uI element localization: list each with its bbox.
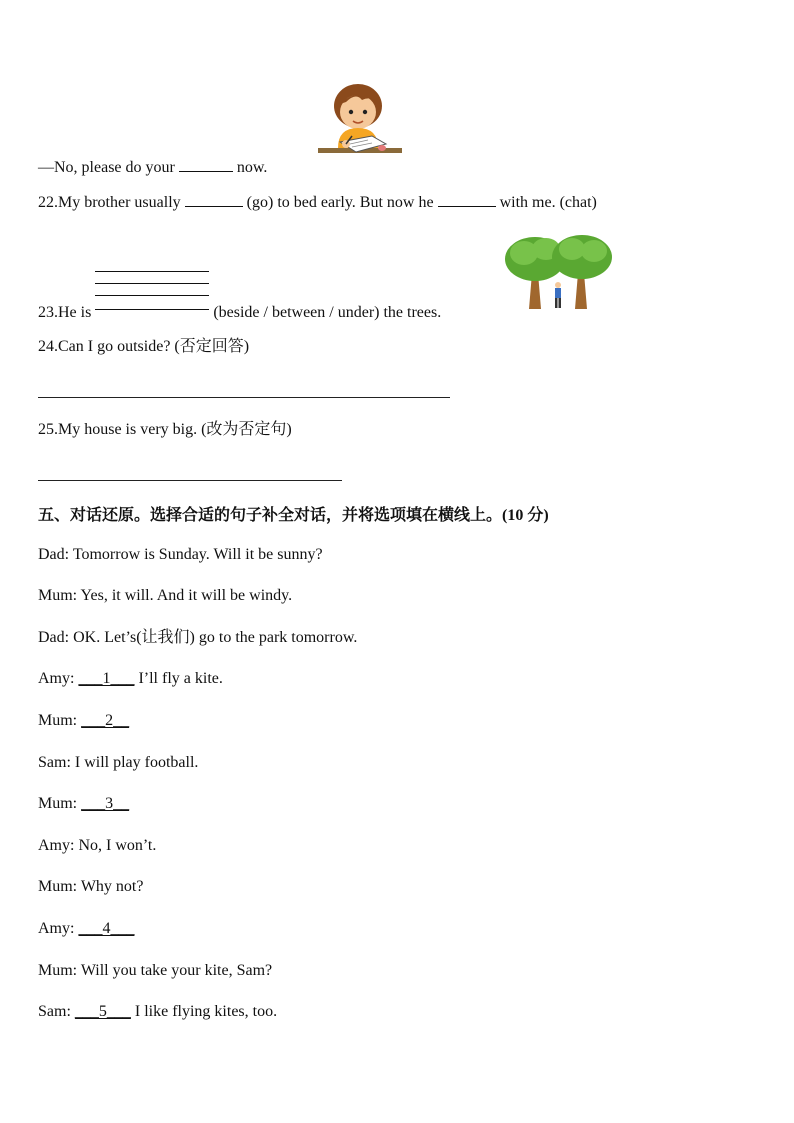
- answer-blank-3[interactable]: ___3__: [81, 795, 130, 812]
- dialogue-text: I’ll fly a kite.: [134, 670, 223, 687]
- q22-part1: My brother usually: [58, 194, 185, 211]
- q23-line-2: [95, 283, 209, 284]
- q21-text-after: now.: [232, 159, 268, 176]
- dialogue-line-9: [38, 877, 143, 897]
- dialogue-line-2: [38, 586, 292, 606]
- q22-blank-2[interactable]: [438, 191, 496, 207]
- q23-line-3: [95, 295, 209, 296]
- dialogue-text: No, I won’t.: [78, 837, 157, 854]
- two-trees-illustration: [502, 233, 616, 311]
- dialogue-text: Yes, it will. And it will be windy.: [80, 587, 293, 604]
- speaker: Mum:: [38, 878, 81, 895]
- speaker: Amy:: [38, 920, 79, 937]
- q25-text: My house is very big. (改为否定句): [58, 421, 292, 438]
- dialogue-line-3: [38, 628, 357, 648]
- q23-part2: (beside / between / under) the trees.: [209, 304, 442, 321]
- dialogue-line-4: [38, 669, 223, 689]
- speaker: Mum:: [38, 712, 82, 729]
- dialogue-text: Tomorrow is Sunday. Will it be sunny?: [72, 546, 323, 563]
- answer-blank-2[interactable]: ___2__: [81, 712, 130, 729]
- speaker: Amy:: [38, 837, 79, 854]
- q23-number: 23.: [38, 304, 58, 321]
- q21-reply: [38, 156, 267, 178]
- q21-blank[interactable]: [179, 156, 233, 172]
- question-24: [38, 337, 249, 357]
- section-5-title: 五、对话还原。选择合适的句子补全对话，并将选项填在横线上。(10 分): [38, 507, 549, 524]
- speaker: Mum:: [38, 795, 82, 812]
- dialogue-text: I like flying kites, too.: [130, 1003, 278, 1020]
- dialogue-line-12: [38, 1002, 277, 1022]
- q23-line-1: [95, 271, 209, 272]
- speaker: Amy:: [38, 670, 79, 687]
- speaker: Mum:: [38, 962, 81, 979]
- answer-blank-5[interactable]: ___5___: [74, 1003, 131, 1020]
- dialogue-text: Will you take your kite, Sam?: [80, 962, 273, 979]
- q22-part3: with me. (chat): [495, 194, 597, 211]
- speaker: Sam:: [38, 754, 75, 771]
- q23-part1: He is: [58, 304, 96, 321]
- dialogue-line-7: [38, 794, 129, 814]
- speaker: Dad:: [38, 546, 73, 563]
- speaker: Mum:: [38, 587, 81, 604]
- q22-part2: (go) to bed early. But now he: [242, 194, 438, 211]
- answer-blank-1[interactable]: ___1___: [78, 670, 135, 687]
- boy-writing-illustration: [316, 82, 404, 170]
- dialogue-text: OK. Let’s(让我们) go to the park tomorrow.: [73, 629, 358, 646]
- speaker: Dad:: [38, 629, 74, 646]
- q24-answer-line[interactable]: [38, 397, 450, 398]
- dialogue-text: Why not?: [80, 878, 144, 895]
- question-25: [38, 420, 292, 440]
- q24-number: 24.: [38, 338, 58, 355]
- dialogue-line-5: [38, 711, 129, 731]
- q25-number: 25.: [38, 421, 58, 438]
- dialogue-line-11: [38, 961, 272, 981]
- q23-answer-lines[interactable]: [95, 297, 209, 317]
- q23-line-4: [95, 309, 209, 310]
- q25-answer-line[interactable]: [38, 480, 342, 481]
- speaker: Sam:: [38, 1003, 75, 1020]
- q24-text: Can I go outside? (否定回答): [58, 338, 250, 355]
- question-22: [38, 191, 597, 213]
- dialogue-text: I will play football.: [74, 754, 199, 771]
- question-23: [38, 297, 441, 323]
- q21-text-before: —No, please do your: [38, 159, 179, 176]
- dialogue-line-1: [38, 545, 323, 565]
- dialogue-line-10: [38, 919, 134, 939]
- dialogue-line-6: [38, 753, 198, 773]
- answer-blank-4[interactable]: ___4___: [78, 920, 135, 937]
- q22-blank-1[interactable]: [185, 191, 243, 207]
- q22-number: 22.: [38, 194, 58, 211]
- dialogue-line-8: [38, 836, 156, 856]
